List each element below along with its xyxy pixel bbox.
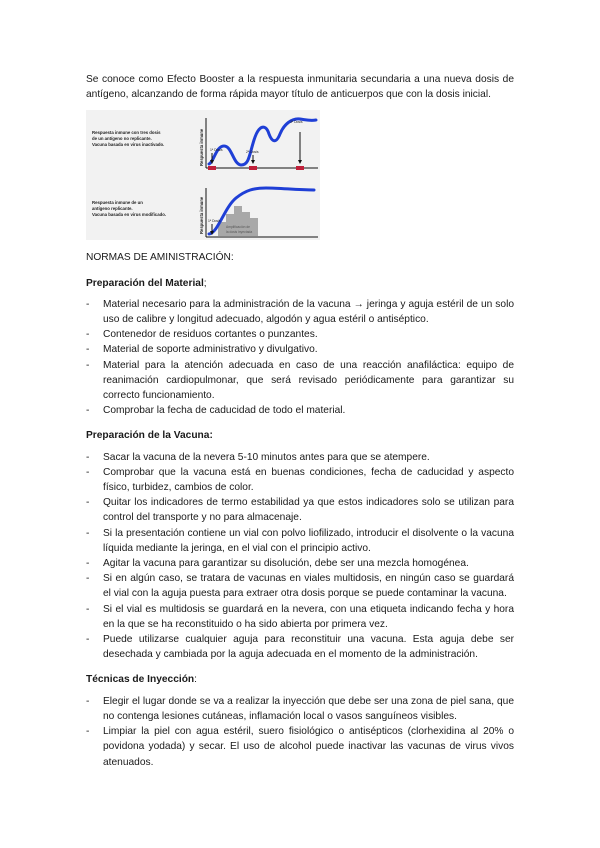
heading-tecnicas-text: Técnicas de Inyección (86, 674, 195, 686)
section-title: NORMAS DE AMINISTRACIÓN: (86, 252, 234, 264)
list-item: - Elegir el lugar donde se va a realizar la inyección que debe ser una zona de piel sana, que no contenga lesiones cutáneas, inflamación local o vasos sanguíneos visibles. (86, 694, 514, 724)
top-caption-line-2: de un antígeno no replicante. (92, 136, 152, 142)
bottom-caption-line-2: antígeno replicante. (92, 206, 133, 212)
material-list (86, 297, 514, 419)
amplification-label-line-2: la dosis inyectada (226, 230, 253, 235)
heading-vacuna: Preparación de la Vacuna: (86, 430, 213, 442)
list-item: - Comprobar que la vacuna está en buenas condiciones, fecha de caducidad y aspecto físico, turbidez, cambios de color. (86, 465, 514, 495)
list-item: - Si el vial es multidosis se guardará en la nevera, con una etiqueta indicando fecha y hora en la que se ha reconstituido o ha sido abierta por primera vez. (86, 602, 514, 632)
bottom-caption-line-3: Vacuna basada en virus modificado. (92, 212, 167, 218)
list-item: - Material para la atención adecuada en caso de una reacción anafiláctica: equipo de reanimación cardiopulmonar, que será revisado periódicamente para garantizar su correcto funcionamiento. (86, 358, 514, 404)
document-page (86, 72, 514, 770)
top-caption-line-1: Respuesta inmune con tres dosis (92, 130, 161, 136)
heading-tecnicas (86, 672, 514, 687)
bottom-caption-line-1: Respuesta inmune de un (92, 200, 143, 206)
heading-tecnicas-suffix: : (194, 674, 197, 686)
dose-1-marker (208, 166, 216, 170)
dose-3-label: 3ª Dosis (290, 120, 303, 125)
tecnicas-list (86, 694, 514, 770)
list-item: - Material necesario para la administración de la vacuna → jeringa y aguja estéril de un solo uso de calibre y longitud adecuado, algodón y agua estéril o antiséptico. (86, 297, 514, 327)
list-item: - Si en algún caso, se tratara de vacunas en viales multidosis, en ningún caso se guardará el vial con la aguja puesta para extraer otra dosis porque se puede contaminar la vacuna. (86, 571, 514, 601)
list-item: - Si la presentación contiene un vial con polvo liofilizado, introducir el disolvente o la vacuna líquida mediante la jeringa, en el vial con el principio activo. (86, 526, 514, 556)
intro-paragraph: Se conoce como Efecto Booster a la respuesta inmunitaria secundaria a una nueva dosis de antígeno, alcanzando de forma rápida mayor título de anticuerpos que con la dosis inicial. (86, 74, 514, 101)
dose-2-label: 2ª Dosis (246, 150, 259, 155)
amplification-label-line-1: Amplificación de (226, 225, 251, 230)
list-item: - Material de soporte administrativo y divulgativo. (86, 342, 514, 357)
top-y-axis-label: Respuesta inmune (199, 129, 204, 167)
booster-figure (86, 110, 320, 240)
list-item: - Quitar los indicadores de termo estabilidad ya que estos indicadores solo se utilizan para control del transporte y no para almacenaje. (86, 495, 514, 525)
dose-2-marker (249, 166, 257, 170)
top-caption-line-3: Vacuna basada en virus inactivado. (92, 142, 165, 148)
bottom-dose-label: 1ª Dosis (208, 219, 221, 224)
bottom-y-axis-label: Respuesta inmune (199, 197, 204, 235)
list-item: - Agitar la vacuna para garantizar su disolución, debe ser una mezcla homogénea. (86, 556, 514, 571)
vacuna-list (86, 450, 514, 663)
list-item: - Contenedor de residuos cortantes o punzantes. (86, 327, 514, 342)
list-item: - Sacar la vacuna de la nevera 5-10 minutos antes para que se atempere. (86, 450, 514, 465)
dose-1-label: 1ª Dosis (210, 148, 223, 153)
heading-material-text: Preparación del Material (86, 277, 204, 289)
list-item: - Comprobar la fecha de caducidad de todo el material. (86, 403, 514, 418)
list-item: - Limpiar la piel con agua estéril, suero fisiológico o antisépticos (clorhexidina al 20% o povidona yodada) y secar. El uso de alcohol puede inactivar las vacunas de virus vivos atenuados. (86, 724, 514, 770)
dose-3-marker (296, 166, 304, 170)
immune-response-diagram (86, 110, 320, 240)
heading-material-suffix: ; (203, 277, 207, 289)
list-item: - Puede utilizarse cualquier aguja para reconstituir una vacuna. Esta aguja debe ser desechada y cambiada por la aguja adecuada en el momento de la administración. (86, 632, 514, 662)
heading-material (86, 276, 514, 291)
